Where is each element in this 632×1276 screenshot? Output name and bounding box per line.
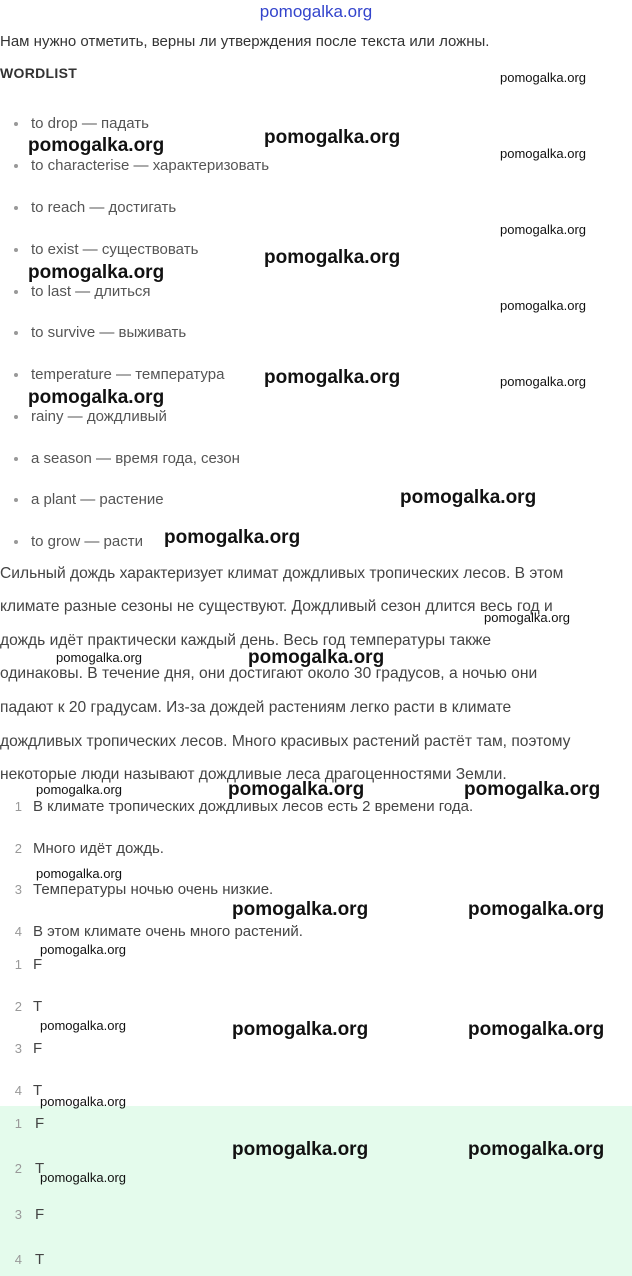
watermark: pomogalka.org [464,779,601,800]
wordlist-item: to survive — выживать [14,324,186,341]
wordlist-item: a plant — растение [14,491,164,508]
answer-value: F [33,956,43,973]
statement-number: 3 [14,882,22,897]
answer-value: T [33,1082,43,1099]
correct-answer-row [0,1115,44,1132]
watermark: pomogalka.org [468,1139,605,1160]
statement-row [0,881,273,898]
bullet-icon [14,290,18,294]
watermark: pomogalka.org [400,487,537,508]
bullet-icon [14,457,18,461]
bullet-icon [14,122,18,126]
bullet-icon [14,415,18,419]
watermark: pomogalka.org [468,1019,605,1040]
correct-answer-number: 4 [14,1252,22,1267]
correct-answer-number: 3 [14,1207,22,1222]
answer-number: 4 [14,1083,22,1098]
wordlist-item: to characterise — характеризовать [14,157,269,174]
wordlist-item: rainy — дождливый [14,408,167,425]
answer-number: 3 [14,1041,22,1056]
bullet-icon [14,331,18,335]
watermark: pomogalka.org [56,650,142,665]
watermark: pomogalka.org [232,1019,369,1040]
watermark: pomogalka.org [264,127,401,148]
wordlist-item: temperature — температура [14,366,224,383]
watermark: pomogalka.org [264,247,401,268]
watermark: pomogalka.org [40,942,126,957]
wordlist-item: to drop — падать [14,115,149,132]
correct-answers-panel [0,1106,632,1276]
statement-number: 2 [14,841,22,856]
answer-number: 2 [14,999,22,1014]
watermark: pomogalka.org [500,222,586,237]
watermark: pomogalka.org [264,367,401,388]
statement-text: Много идёт дождь. [33,840,164,857]
answer-row [0,1040,42,1057]
answer-row [0,998,42,1015]
watermark: pomogalka.org [164,527,301,548]
correct-answer-row [0,1251,44,1268]
correct-answer-value: T [35,1160,45,1177]
wordlist-item: to grow — расти [14,533,143,550]
watermark: pomogalka.org [500,146,586,161]
statement-row [0,840,164,857]
watermark: pomogalka.org [500,70,586,85]
answer-row [0,956,42,973]
watermark: pomogalka.org [228,779,365,800]
bullet-icon [14,540,18,544]
paragraph-line: падают к 20 градусам. Из-за дождей растениям легко расти в климате [0,699,512,716]
paragraph-line: климате разные сезоны не существуют. Дождливый сезон длится весь год и [0,598,553,615]
site-header-link[interactable]: pomogalka.org [259,2,373,21]
watermark: pomogalka.org [36,782,122,797]
paragraph-line: одинаковы. В течение дня, они достигают около 30 градусов, а ночью они [0,665,538,682]
correct-answer-value: F [35,1115,45,1132]
answer-number: 1 [14,957,22,972]
bullet-icon [14,164,18,168]
wordlist-item: to last — длиться [14,283,151,300]
correct-answer-number: 1 [14,1116,22,1131]
bullet-icon [14,206,18,210]
paragraph-line: некоторые люди называют дождливые леса драгоценностями Земли. [0,766,507,783]
wordlist-item: to reach — достигать [14,199,176,216]
watermark: pomogalka.org [40,1170,126,1185]
wordlist-heading: WORDLIST [0,65,78,81]
paragraph-line: дождь идёт практически каждый день. Весь год температуры также [0,632,492,649]
watermark: pomogalka.org [40,1094,126,1109]
watermark: pomogalka.org [28,262,165,283]
statement-text: В этом климате очень много растений. [33,923,303,940]
watermark: pomogalka.org [40,1018,126,1033]
watermark: pomogalka.org [500,298,586,313]
watermark: pomogalka.org [248,647,385,668]
watermark: pomogalka.org [232,1139,369,1160]
statement-row [0,923,303,940]
bullet-icon [14,373,18,377]
watermark: pomogalka.org [28,135,165,156]
paragraph-line: Сильный дождь характеризует климат дождливых тропических лесов. В этом [0,565,564,582]
watermark: pomogalka.org [232,899,369,920]
answer-value: T [33,998,43,1015]
correct-answer-row [0,1160,44,1177]
bullet-icon [14,498,18,502]
watermark: pomogalka.org [36,866,122,881]
bullet-icon [14,248,18,252]
watermark: pomogalka.org [468,899,605,920]
answer-row [0,1082,42,1099]
statement-text: В климате тропических дождливых лесов есть 2 времени года. [33,798,474,815]
statement-text: Температуры ночью очень низкие. [33,881,274,898]
answer-value: F [33,1040,43,1057]
watermark: pomogalka.org [28,387,165,408]
correct-answer-number: 2 [14,1161,22,1176]
intro-text: Нам нужно отметить, верны ли утверждения после текста или ложны. [0,33,490,50]
paragraph-line: дождливых тропических лесов. Много красивых растений растёт там, поэтому [0,733,571,750]
wordlist-item: a season — время года, сезон [14,450,240,467]
correct-answer-value: T [35,1251,45,1268]
watermark: pomogalka.org [500,374,586,389]
statement-number: 4 [14,924,22,939]
correct-answer-row [0,1206,44,1223]
watermark: pomogalka.org [484,610,570,625]
wordlist-item: to exist — существовать [14,241,198,258]
statement-number: 1 [14,799,22,814]
correct-answer-value: F [35,1206,45,1223]
